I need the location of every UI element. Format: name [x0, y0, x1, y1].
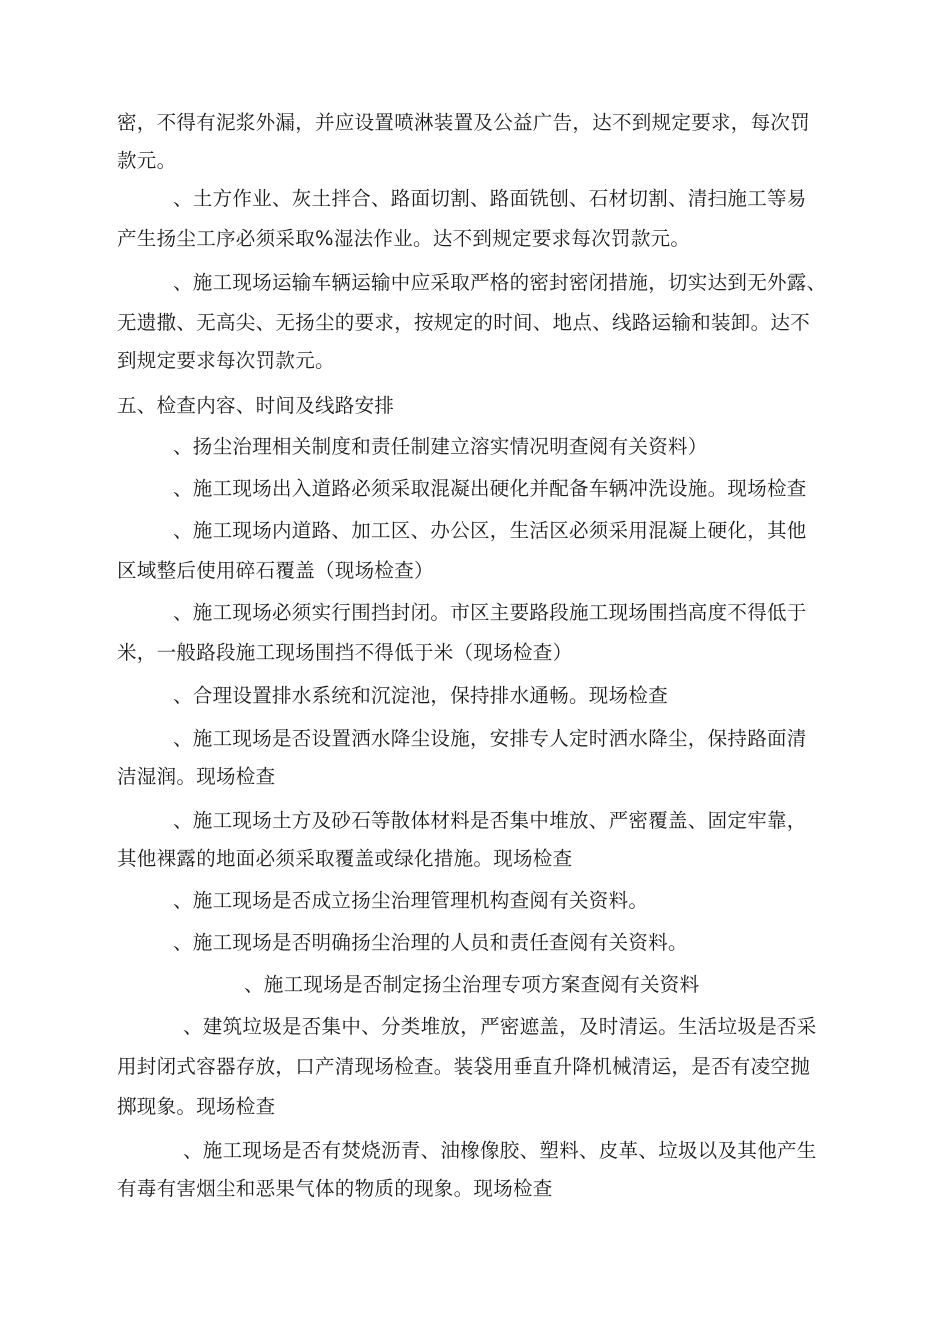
text-line: 、建筑垃圾是否集中、分类堆放，严密遮盖，及时清运。生活垃圾是否采: [183, 1015, 817, 1038]
text-line: 米，一般路段施工现场围挡不得低于米（现场检查）: [117, 641, 573, 664]
text-line: 、施工现场土方及砂石等散体材料是否集中堆放、严密覆盖、固定牢靠，: [173, 809, 807, 832]
text-line: 区域整后使用碎石覆盖（现场检查）: [117, 559, 434, 582]
text-line: 、施工现场运输车辆运输中应采取严格的密封密闭措施，切实达到无外露、: [173, 271, 827, 294]
text-line: 产生扬尘工序必须采取%湿法作业。达不到规定要求每次罚款元。: [117, 227, 691, 250]
text-line: 、施工现场是否有焚烧沥青、油橡像胶、塑料、皮革、垃圾以及其他产生: [183, 1139, 817, 1162]
text-line: 、施工现场内道路、加工区、办公区，生活区必须采用混凝上硬化，其他: [173, 519, 807, 542]
text-line: 、施工现场必须实行围挡封闭。市区主要路段施工现场围挡高度不得低于: [173, 601, 807, 624]
text-line: 、施工现场出入道路必须采取混凝出硬化并配备车辆冲洗设施。现场检查: [173, 477, 807, 500]
text-line: 洁湿润。现场检查: [117, 765, 276, 788]
text-line: 、合理设置排水系统和沉淀池，保持排水通畅。现场检查: [173, 684, 669, 707]
section-heading: 五、检查内容、时间及线路安排: [117, 394, 395, 417]
text-line: 、施工现场是否设置洒水降尘设施，安排专人定时洒水降尘，保持路面清: [173, 727, 807, 750]
text-line: 有毒有害烟尘和恶果气体的物质的现象。现场检查: [117, 1177, 553, 1200]
text-line: 、施工现场是否明确扬尘治理的人员和责任查阅有关资料。: [173, 931, 688, 954]
text-line: 、施工现场是否制定扬尘治理专项方案查阅有关资料: [244, 973, 700, 996]
text-line: 密，不得有泥浆外漏，并应设置喷淋装置及公益广告，达不到规定要求，每次罚: [117, 111, 811, 134]
text-line: 、土方作业、灰土拌合、路面切割、路面铣刨、石材切割、清扫施工等易: [173, 187, 807, 210]
text-line: 掷现象。现场检查: [117, 1095, 276, 1118]
text-line: 用封闭式容器存放，口产清现场检查。装袋用垂直升降机械清运，是否有凌空抛: [117, 1055, 811, 1078]
text-line: 、扬尘治理相关制度和责任制建立溶实情况明查阅有关资料）: [173, 435, 708, 458]
text-line: 其他裸露的地面必须采取覆盖或绿化措施。现场检查: [117, 847, 573, 870]
text-line: 、施工现场是否成立扬尘治理管理机构查阅有关资料。: [173, 889, 649, 912]
text-line: 无遗撒、无高尖、无扬尘的要求，按规定的时间、地点、线路运输和装卸。达不: [117, 311, 811, 334]
text-line: 到规定要求每次罚款元。: [117, 349, 335, 372]
text-line: 款元。: [117, 149, 177, 172]
